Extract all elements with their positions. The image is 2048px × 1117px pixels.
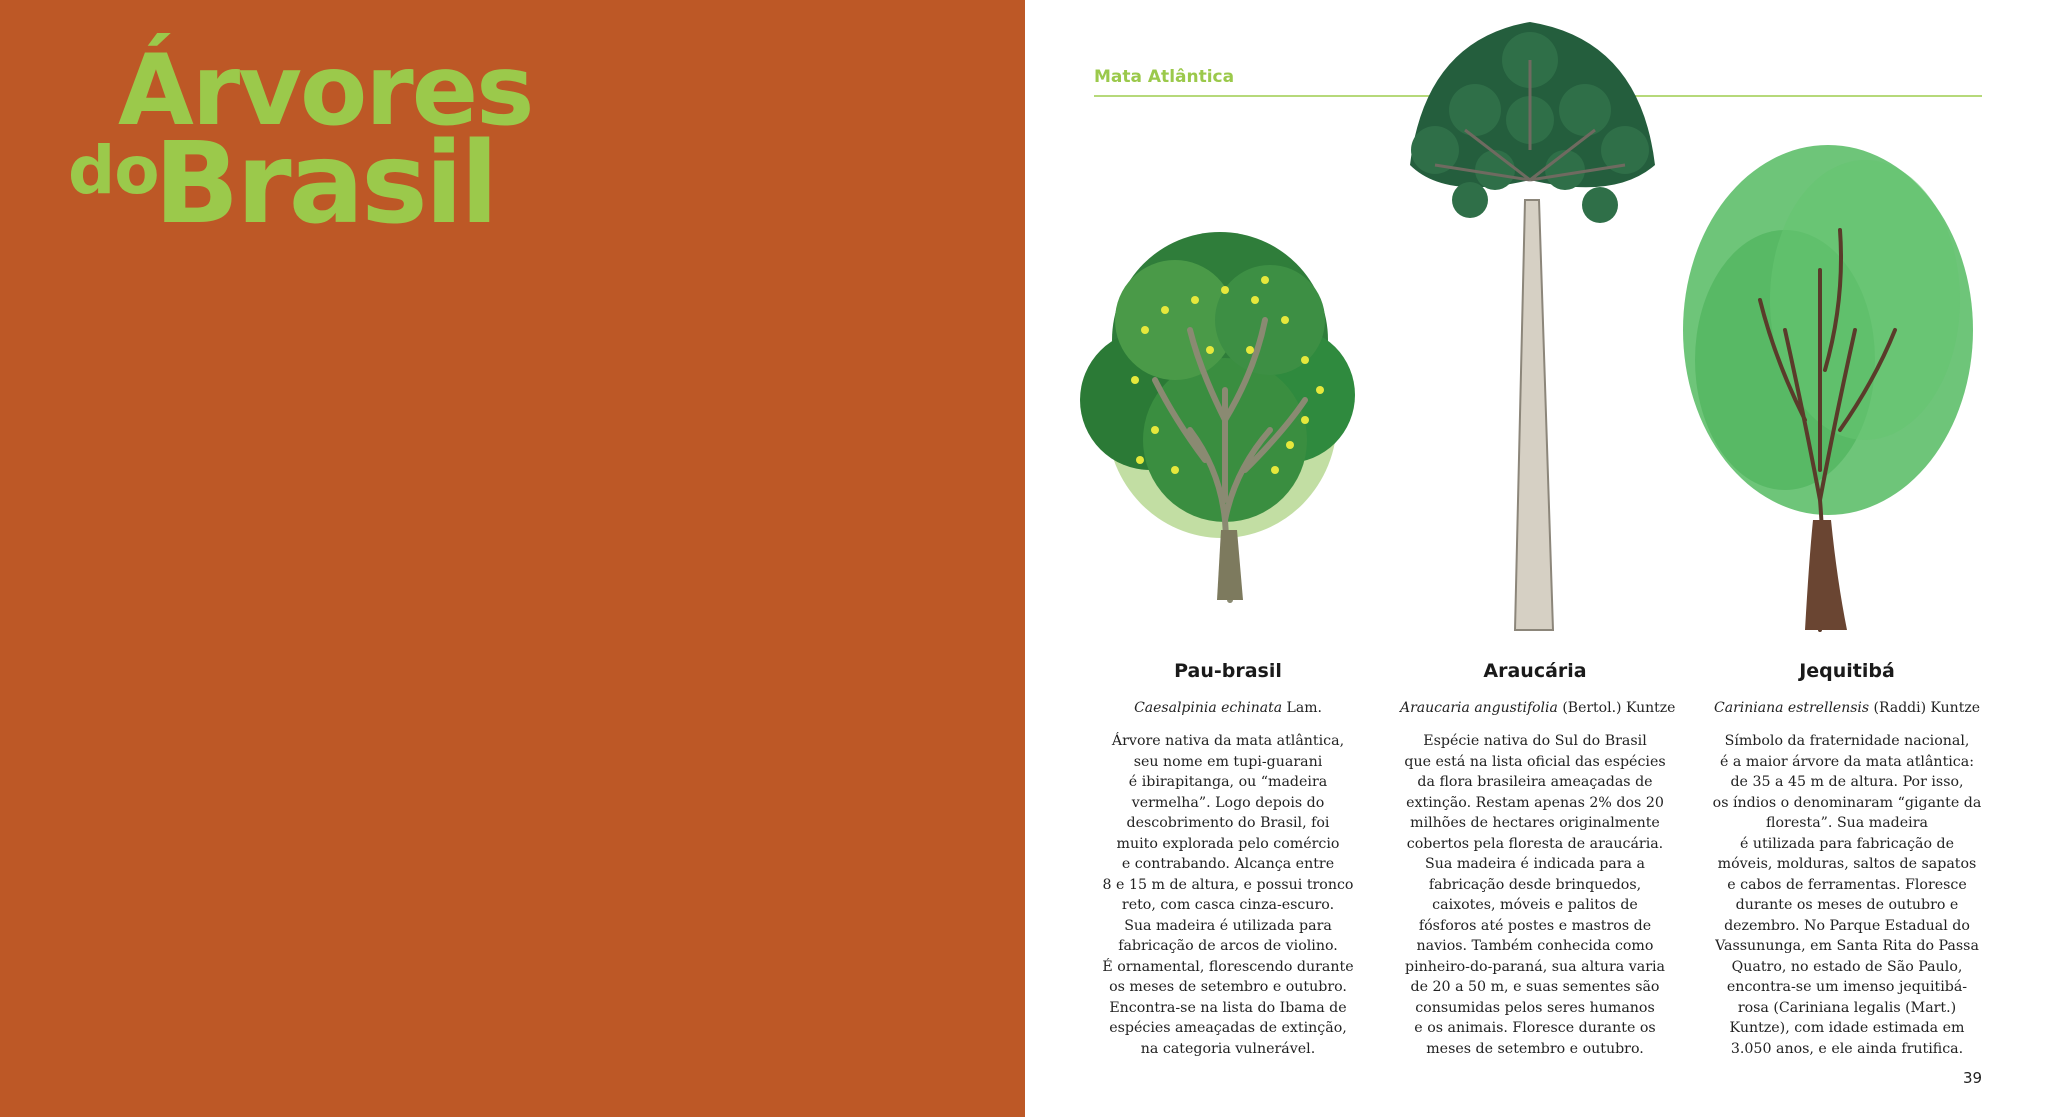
tree-entry-jequitiba	[1712, 657, 1982, 1059]
tree-description: Espécie nativa do Sul do Brasil que está na lista oficial das espécies da flora brasileira ameaçadas de extinção. Restam apenas 2% dos 20 milhões de hectares originalmente cobertos pela floresta de araucária. Sua madeira é indicada para a fabricação desde brinquedos, caixotes, móveis e palitos de fósforos até postes e mastros de navios. Também conhecida como pinheiro-do-paraná, sua altura varia de 20 a 50 m, e suas sementes são consumidas pelos seres humanos e os animais. Floresce durante os meses de setembro e outubro.	[1404, 733, 1666, 1057]
pau-brasil-illustration	[1080, 232, 1355, 600]
tree-description: Árvore nativa da mata atlântica, seu nome em tupi-guarani é ibirapitanga, ou “madeira vermelha”. Logo depois do descobrimento do Brasil, foi muito explorada pelo comércio e contrabando. Alcança entre 8 e 15 m de altura, e possui tronco reto, com casca cinza-escuro. Sua madeira é utilizada para fabricação de arcos de violino. É ornamental, florescendo durante os meses de setembro e outubro. Encontra-se na lista do Ibama de espécies ameaçadas de extinção, na categoria vulnerável.	[1102, 733, 1354, 1057]
section-divider	[1094, 95, 1982, 97]
title-word-do: do	[68, 132, 159, 209]
tree-illustrations	[1025, 0, 2048, 650]
section-label: Mata Atlântica	[1094, 67, 1235, 87]
tree-name: Pau-brasil	[1174, 660, 1282, 682]
tree-description: Símbolo da fraternidade nacional, é a maior árvore da mata atlântica: de 35 a 45 m de altura. Por isso, os índios o denominaram “gigante da floresta”. Sua madeira é utilizada para fabricação de móveis, molduras, saltos de sapatos e cabos de ferramentas. Floresce durante os meses de outubro e dezembro. No Parque Estadual do Vassununga, em Santa Rita do Passa Quatro, no estado de São Paulo, encontra-se um imenso jequitibá- rosa (Cariniana legalis (Mart.) Kuntze), com idade estimada em 3.050 anos, e ele ainda frutifica.	[1712, 733, 1982, 1057]
jequitiba-illustration	[1683, 145, 1973, 630]
tree-entry-pau-brasil	[1093, 657, 1363, 1059]
page-number: 39	[1963, 1069, 1983, 1087]
title-word-brasil: Brasil	[154, 119, 496, 249]
tree-name: Araucária	[1483, 660, 1587, 682]
araucaria-illustration	[1410, 22, 1655, 630]
title-word-arvores: Árvores	[118, 34, 533, 148]
tree-name: Jequitibá	[1799, 660, 1895, 682]
scientific-name: Araucaria angustifolia (Bertol.) Kuntze	[1400, 700, 1676, 716]
scientific-name: Caesalpinia echinata Lam.	[1134, 700, 1322, 716]
scientific-name: Cariniana estrellensis (Raddi) Kuntze	[1714, 700, 1980, 716]
tree-entry-araucaria	[1400, 657, 1676, 1059]
book-title	[0, 0, 1025, 300]
